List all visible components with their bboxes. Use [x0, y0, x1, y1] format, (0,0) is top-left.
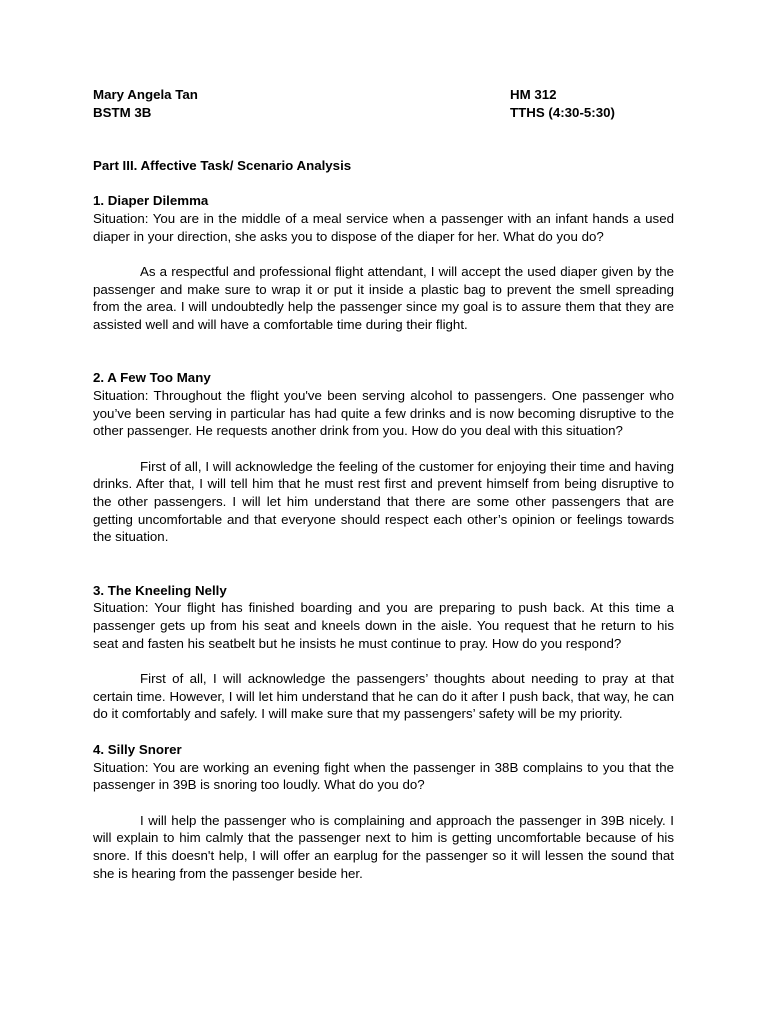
scenario-title: 1. Diaper Dilemma	[93, 193, 209, 209]
student-section: BSTM 3B	[93, 104, 152, 120]
header-row-2	[93, 104, 674, 122]
document-page	[93, 86, 674, 882]
header-row-1	[93, 86, 674, 104]
part-title: Part III. Affective Task/ Scenario Analysis	[93, 157, 352, 173]
student-name: Mary Angela Tan	[93, 87, 198, 102]
scenario-answer: First of all, I will acknowledge the feeling of the customer for enjoying their time and having drinks. After that, I will tell him that he must rest first and prevent himself from being disruptive to the other passengers. I will let him understand that there are some other passengers that are getting uncomfortable and that everyone should respect each other’s opinion or feelings towards the situation.	[93, 458, 674, 545]
scenario-answer: First of all, I will acknowledge the passengers’ thoughts about needing to pray at that certain time. However, I will let him understand that he can do it after I push back, that way, he can do it comfortably and safely. I will make sure that my passengers’ safety will be my priority.	[93, 671, 674, 722]
scenario-situation: Situation: Throughout the flight you've been serving alcohol to passengers. One passenger who you’ve been serving in particular has had quite a few drinks and is now becoming disruptive to the other passenger. He requests another drink from you. How do you deal with this situation?	[93, 387, 674, 439]
scenario-situation: Situation: Your flight has finished boarding and you are preparing to push back. At this time a passenger gets up from his seat and kneels down in the aisle. You request that he return to his seat and fasten his seatbelt but he insists he must continue to pray. How do you respond?	[93, 600, 674, 651]
scenario-title: 3. The Kneeling Nelly	[93, 582, 227, 598]
class-schedule: TTHS (4:30-5:30)	[510, 104, 615, 120]
scenario-answer: I will help the passenger who is complaining and approach the passenger in 39B nicely. I will explain to him calmly that the passenger next to him is getting uncomfortable because of his snore. If this doesn't help, I will offer an earplug for the passenger so it will lessen the sound that she is hearing from the passenger beside her.	[93, 812, 674, 881]
scenario-answer: As a respectful and professional flight attendant, I will accept the used diaper given by the passenger and make sure to wrap it or put it inside a plastic bag to prevent the smell spreading from the area. I will undoubtedly help the passenger since my goal is to assure them that they are assisted well and will have a comfortable time during their flight.	[93, 263, 674, 333]
scenario-situation: Situation: You are in the middle of a meal service when a passenger with an infant hands a used diaper in your direction, she asks you to dispose of the diaper for her. What do you do?	[93, 210, 674, 244]
scenario-situation: Situation: You are working an evening fight when the passenger in 38B complains to you that the passenger in 39B is snoring too loudly. What do you do?	[93, 759, 674, 793]
scenario-title: 4. Silly Snorer	[93, 741, 182, 757]
scenario-title: 2. A Few Too Many	[93, 370, 211, 386]
course-code: HM 312	[510, 87, 557, 102]
